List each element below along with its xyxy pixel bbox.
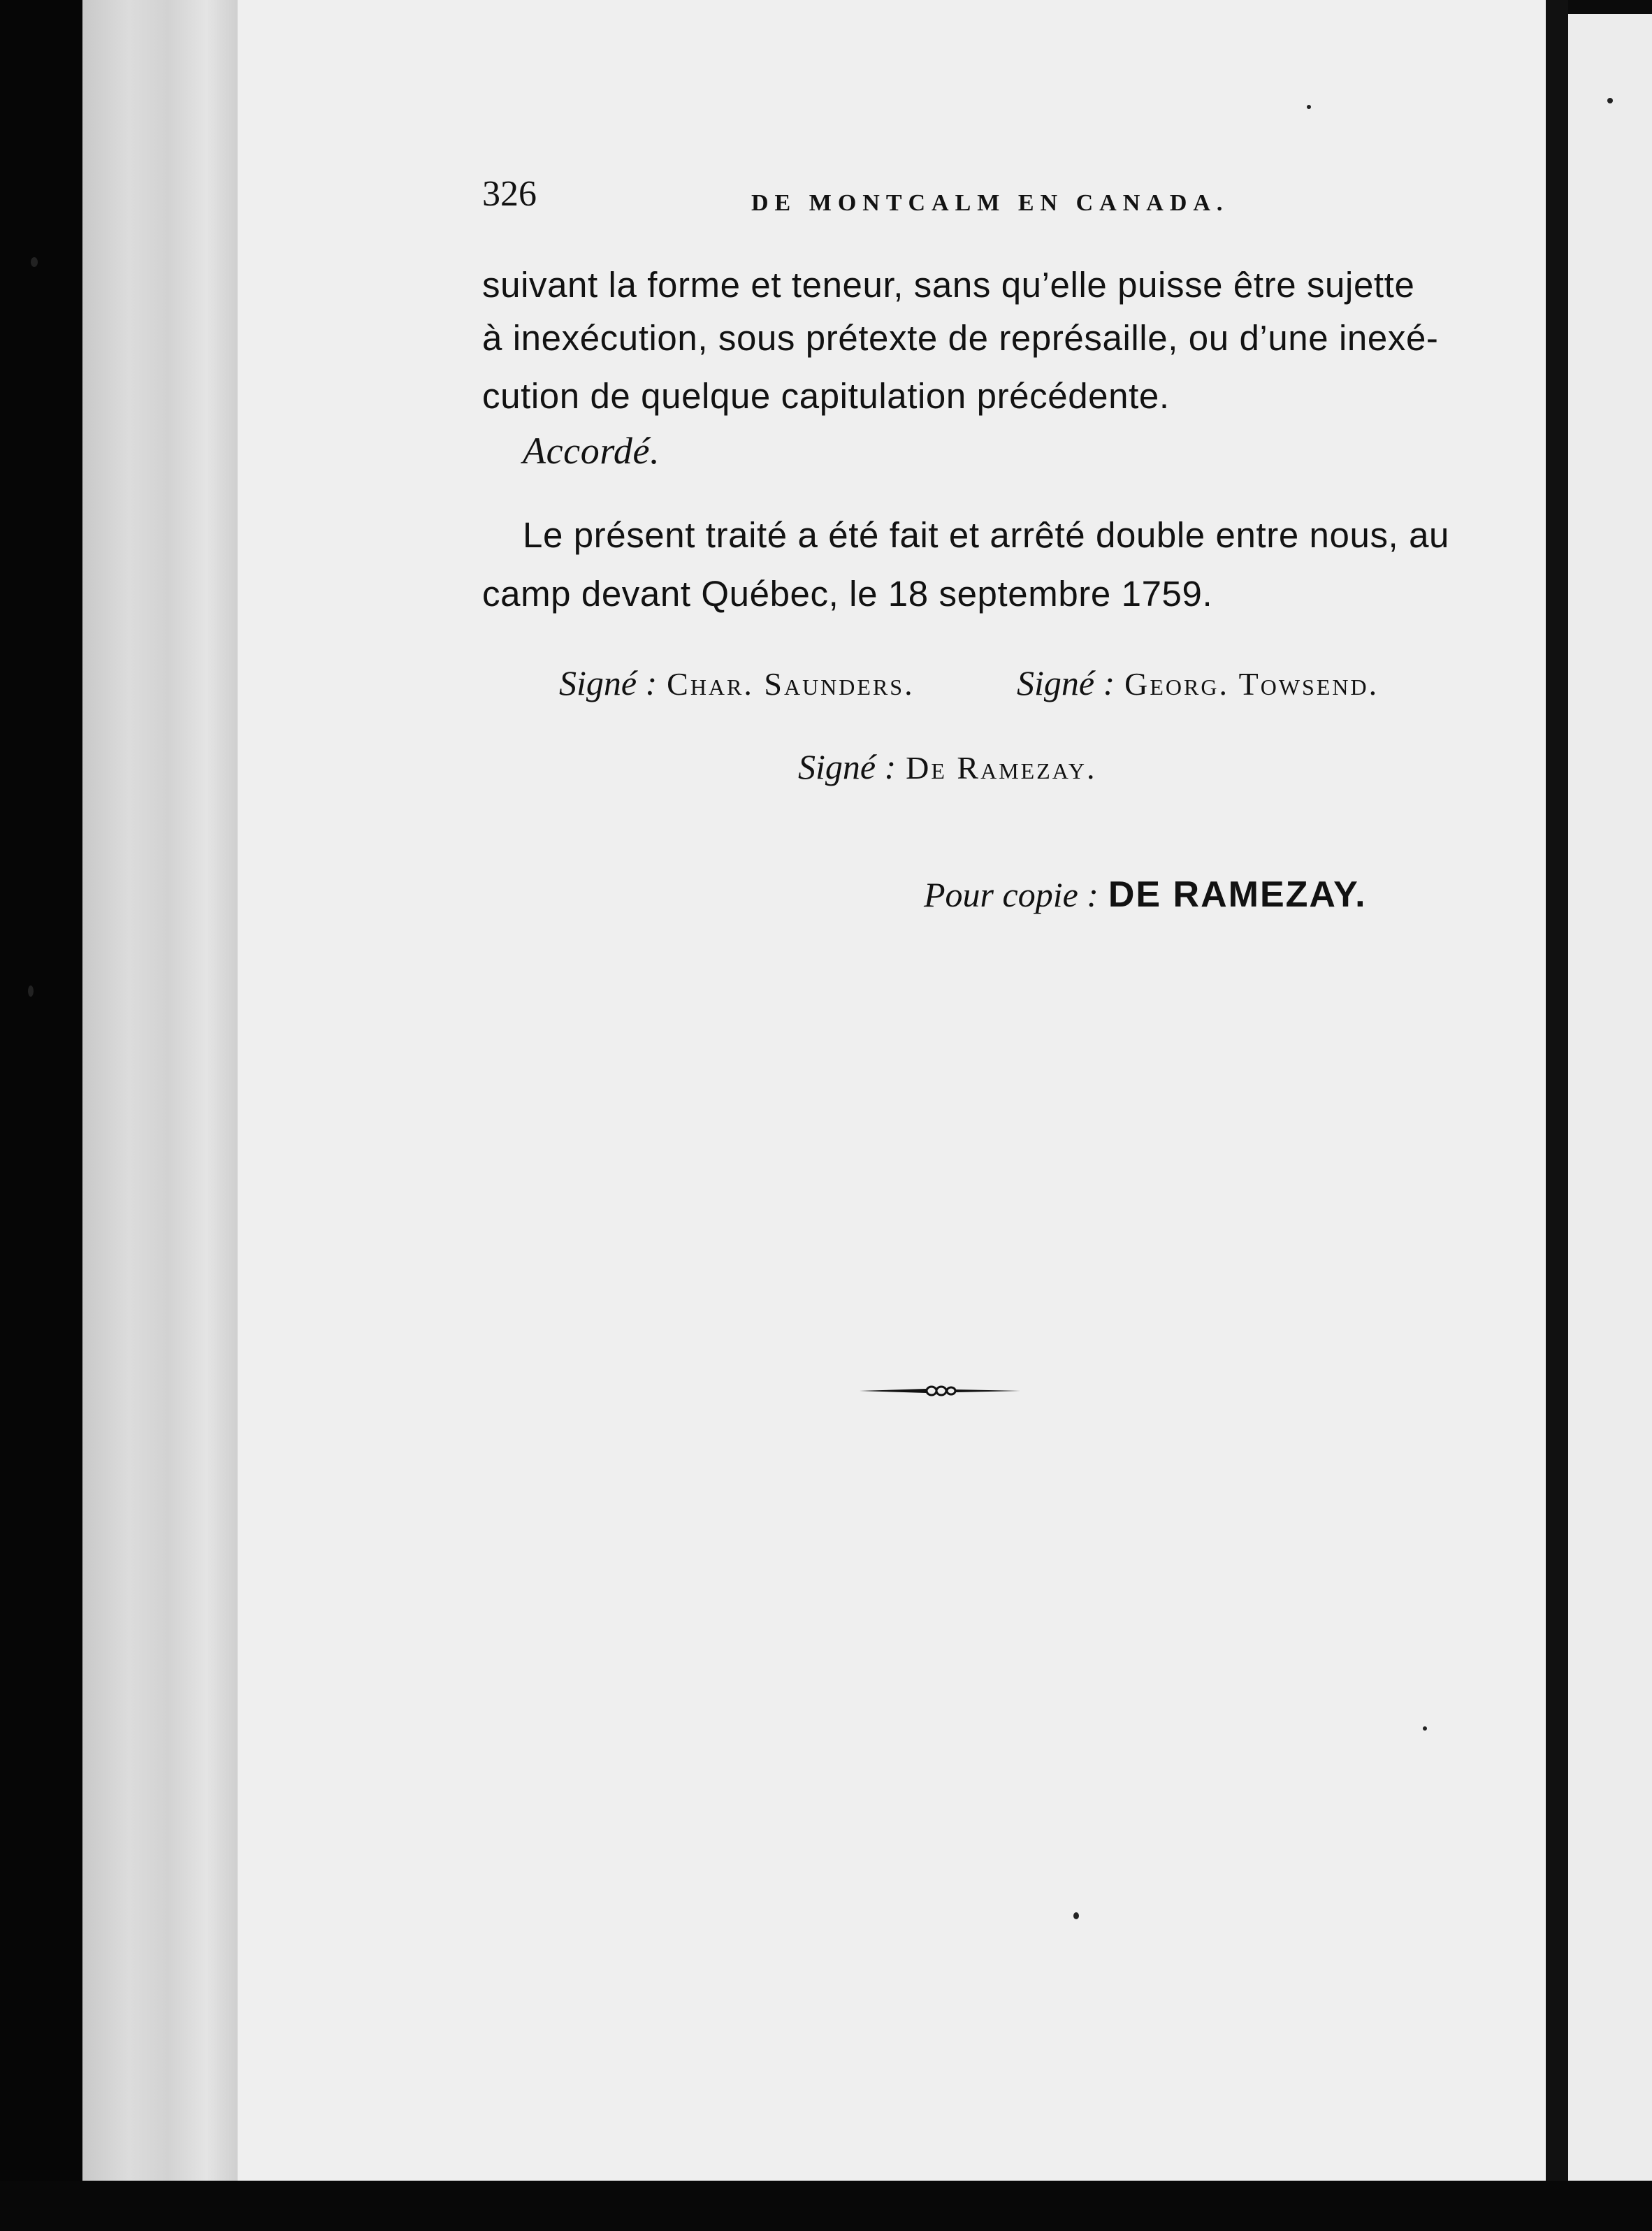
copy-label: Pour copie : [924,875,1099,914]
signature-ramezay [798,746,1097,787]
fleuron-rule-icon [860,1377,1020,1405]
body-line-1: suivant la forme et teneur, sans qu’elle puisse être sujette [482,265,1415,305]
next-page-edge [1568,14,1652,2188]
body-line-6: camp devant Québec, le 18 septembre 1759. [482,574,1213,614]
body-line-2: à inexécution, sous prétexte de représaille, ou d’une inexé- [482,318,1439,358]
scan-speck [31,257,38,267]
scan-speck [1423,1726,1427,1731]
scan-speck [1607,98,1613,103]
signature-name-towsend: Georg. Towsend. [1124,666,1379,702]
accorde-line: Accordé. [523,430,660,472]
signature-label: Signé : [559,663,658,702]
scan-border-left [0,0,82,2231]
copy-name: DE RAMEZAY. [1108,874,1367,915]
page-edges [82,0,238,2195]
scan-speck [1073,1912,1079,1919]
signature-name-saunders: Char. Saunders. [667,666,915,702]
signature-label: Signé : [798,747,897,786]
page-gutter [1546,0,1568,2195]
signature-towsend [1017,663,1379,703]
scan-border-bottom [0,2181,1652,2231]
page-number: 326 [482,174,537,214]
scan-speck [1307,105,1311,109]
signature-saunders [559,663,915,703]
signature-name-ramezay: De Ramezay. [906,750,1097,786]
running-head: DE MONTCALM EN CANADA. [751,190,1229,216]
body-line-3: cution de quelque capitulation précédente. [482,376,1170,416]
scan-speck [28,985,34,997]
copy-attestation [924,874,1367,916]
signature-label: Signé : [1017,663,1115,702]
body-line-5: Le présent traité a été fait et arrêté double entre nous, au [523,515,1450,555]
